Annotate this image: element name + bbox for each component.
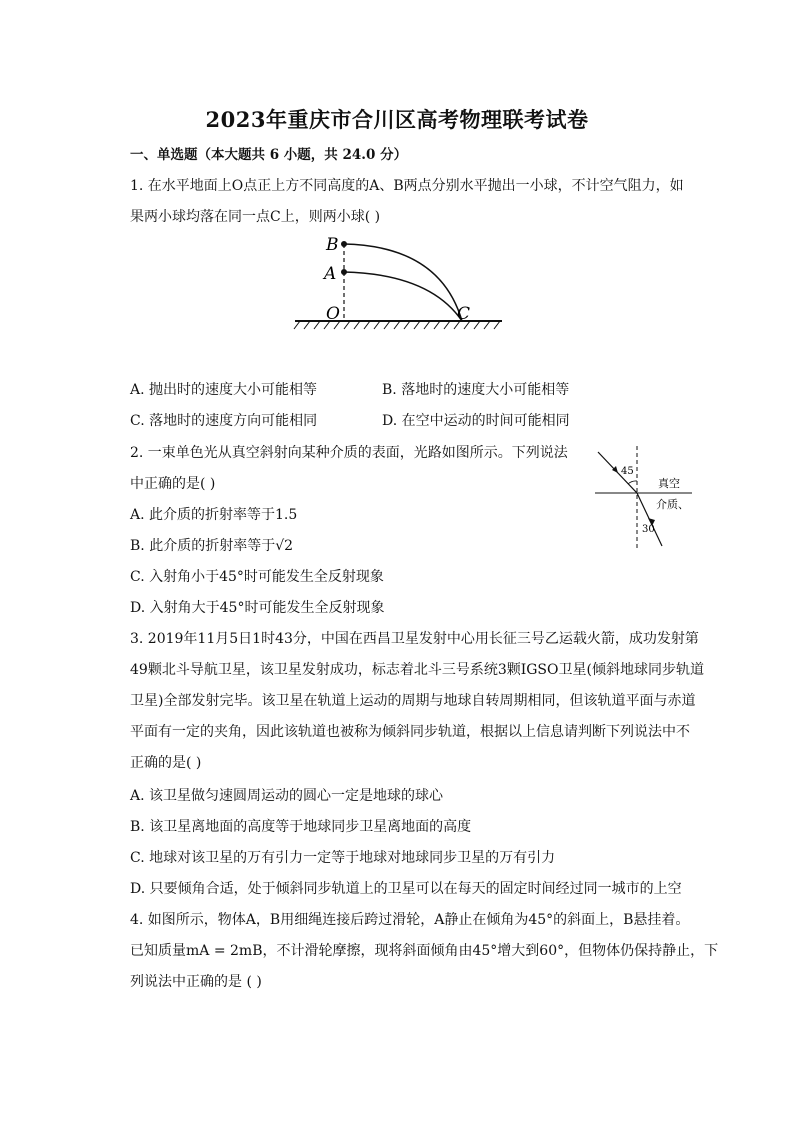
- q2-option-c: C. 入射角小于45°时可能发生全反射现象: [130, 569, 384, 585]
- vacuum-label: 真空: [658, 477, 680, 490]
- q2-text-line2: 中正确的是( ): [130, 476, 216, 492]
- q3-text-line3: 卫星)全部发射完毕。该卫星在轨道上运动的周期与地球自转周期相同，但该轨道平面与赤道: [130, 693, 696, 709]
- angle-45-label: 45: [621, 466, 634, 477]
- q1-option-d: D. 在空中运动的时间可能相同: [382, 413, 570, 429]
- q1-option-c: C. 落地时的速度方向可能相同: [130, 413, 318, 429]
- q1-text-line1: 1. 在水平地面上O点正上方不同高度的A、B两点分别水平抛出一小球，不计空气阻力，如: [130, 178, 684, 194]
- label-B: B: [326, 235, 339, 255]
- label-O: O: [326, 304, 340, 324]
- q3-option-c: C. 地球对该卫星的万有引力一定等于地球对地球同步卫星的万有引力: [130, 850, 556, 866]
- q4-text-line3: 列说法中正确的是 ( ): [130, 974, 262, 990]
- q1-projectile-figure: [290, 232, 510, 342]
- q1-option-a: A. 抛出时的速度大小可能相等: [130, 382, 318, 398]
- q3-text-line4: 平面有一定的夹角，因此该轨道也被称为倾斜同步轨道，根据以上信息请判断下列说法中不: [130, 724, 690, 740]
- q4-text-line1: 4. 如图所示，物体A，B用细绳连接后跨过滑轮，A静止在倾角为45°的斜面上，B悬挂着。: [130, 912, 690, 928]
- q2-refraction-figure: [590, 444, 700, 556]
- label-A: A: [324, 264, 337, 284]
- angle-30-label: 30: [642, 524, 655, 535]
- q3-text-line2: 49颗北斗导航卫星，该卫星发射成功，标志着北斗三号系统3颗IGSO卫星(倾斜地球同步轨道: [130, 662, 704, 678]
- q3-option-d: D. 只要倾角合适，处于倾斜同步轨道上的卫星可以在每天的固定时间经过同一城市的上空: [130, 881, 682, 897]
- q3-option-a: A. 该卫星做匀速圆周运动的圆心一定是地球的球心: [130, 788, 444, 804]
- q3-option-b: B. 该卫星离地面的高度等于地球同步卫星离地面的高度: [130, 819, 472, 835]
- q1-option-b: B. 落地时的速度大小可能相等: [382, 382, 570, 398]
- section-heading: 一、单选题（本大题共 6 小题，共 24.0 分）: [130, 147, 408, 163]
- q2-option-d: D. 入射角大于45°时可能发生全反射现象: [130, 600, 385, 616]
- exam-title: 2023年重庆市合川区高考物理联考试卷: [205, 107, 589, 132]
- q2-text-line1: 2. 一束单色光从真空斜射向某种介质的表面，光路如图所示。下列说法: [130, 445, 568, 461]
- q3-text-line1: 3. 2019年11月5日1时43分，中国在西昌卫星发射中心用长征三号乙运载火箭，成功发射第: [130, 631, 699, 647]
- medium-label: 介质、: [656, 498, 689, 511]
- q2-option-b: B. 此介质的折射率等于√2: [130, 538, 294, 554]
- q2-option-a: A. 此介质的折射率等于1.5: [130, 507, 298, 523]
- q4-text-line2: 已知质量mA = 2mB，不计滑轮摩擦，现将斜面倾角由45°增大到60°，但物体仍保持静止，下: [130, 943, 719, 959]
- q1-text-line2: 果两小球均落在同一点C上，则两小球( ): [130, 209, 381, 225]
- label-C: C: [457, 304, 471, 324]
- q3-text-line5: 正确的是( ): [130, 755, 202, 771]
